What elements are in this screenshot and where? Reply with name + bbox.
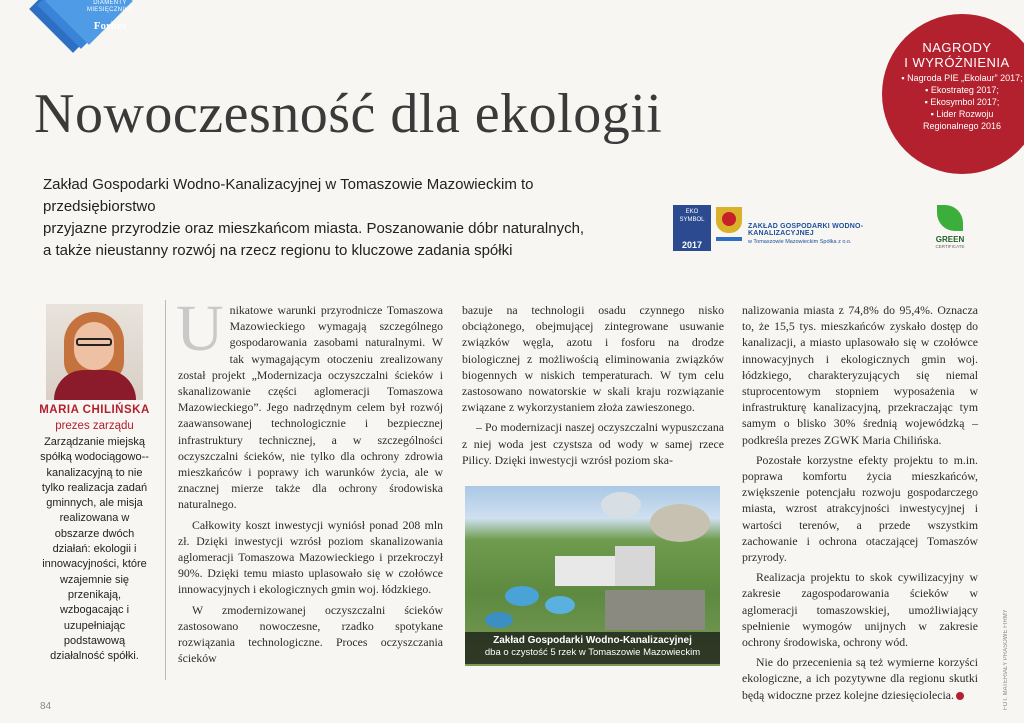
article-paragraph: Nie do przecenienia są też wymierne korzyści ekologiczne, a ich pozytywne dla regionu skutki będą widoczne przez kolejne dziesięciolecia. <box>742 655 978 702</box>
lead-line: przyjazne przyrodzie oraz mieszkańcom miasta. Poszanowanie dóbr naturalnych, <box>43 220 585 237</box>
zgwk-logo-name: ZAKŁAD GOSPODARKI WODNO-KANALIZACYJNEJ <box>748 223 864 237</box>
sidebar-bio: Zarządzanie miejską spółką wodociągowo--kanalizacyjną to nie tylko realizacja zadań gminnych, ale misja realizowana w obszarze dwóch działań: ekologii i innowacyjności, które wzajemnie się przenikają, wzbogacając i uzupełniając podstawową działalność spółki. <box>40 436 149 663</box>
award-item: ▪ Lider Rozwoju <box>930 109 994 119</box>
photo-credit: FOT. MATERIAŁY PRASOWE FIRMY <box>1003 609 1009 710</box>
article-lead <box>43 174 643 262</box>
photo-caption <box>465 632 720 664</box>
article-paragraph: Pozostałe korzystne efekty projektu to m.in. poprawa komfortu życia mieszkańców, zwiększenie potencjału rozwoju gospodarczego miasta, wzrost atrakcyjności inwestycyjnej i wartości terenów, a przede wszystkim zachowanie i ochrona otaczającej Tomaszów przyrody. <box>742 452 978 565</box>
article-column-3 <box>742 302 978 707</box>
awards-title-line1: NAGRODY <box>922 40 992 55</box>
badge-line2: MIESIĘCZNIKA <box>87 7 133 13</box>
article-paragraph: Całkowity koszt inwestycji wyniósł ponad 208 mln zł. Dzięki inwestycji wzrósł poziom skanalizowania aglomeracji Tomaszowa Mazowieckiego i przekroczył 90%. Dzięki temu miasto uplasowało się w czołówce innowacyjnych i ekologicznych gmin woj. łódzkiego. <box>178 517 443 597</box>
awards-circle <box>882 14 1024 174</box>
article-title: Nowoczesność dla ekologii <box>34 83 663 145</box>
green-certificate-logo <box>930 205 970 255</box>
sidebar-role: prezes zarządu <box>55 420 134 432</box>
end-mark-icon <box>956 692 964 700</box>
sidebar-name: MARIA CHILIŃSKA <box>39 404 150 416</box>
awards-title-line2: I WYRÓŻNIENIA <box>904 55 1010 70</box>
article-paragraph: Unikatowe warunki przyrodnicze Tomaszowa Mazowieckiego wymagają szczególnego gospodarowania zasobami naturalnymi. W tak wymagającym otoczeniu zrealizowany został projekt „Modernizacja oczyszczalni ścieków i skanalizowanie części aglomeracji Tomaszowa Mazowieckiego”. Jego nadrzędnym celem był rozwój zaawansowanej technologicznie i bezpiecznej infrastruktury technicznej, a w szczególności oczyszczalni ścieków, nie tylko dla ochrony zdrowia mieszkańców i poprawy ich warunków życia, ale w znacznej mierze także dla ochrony środowiska naturalnego. <box>176 292 443 512</box>
lead-line: a także nieustanny rozwój na rzecz regionu to kluczowe zadania spółki <box>43 242 513 259</box>
zgwk-logo-sub: w Tomaszowie Mazowieckim Spółka z o.o. <box>748 239 852 245</box>
article-paragraph: nalizowania miasta z 74,8% do 95,4%. Oznacza to, że 15,5 tys. mieszkańców zyskało dostęp do kanalizacji, a miasto uplasowało się w czołówce innowacyjnych i ekologicznych gmin woj. łódzkiego, charakteryzujących się niemal stuprocentowym stopniem wyposażenia w infrastrukturę kanalizacyjną, przekraczając tym samym o blisko 30% średnią wojewódzką – podkreśla prezes ZGWK Maria Chilińska. <box>742 303 978 447</box>
article-column-2 <box>462 302 724 472</box>
zgwk-logo <box>748 223 918 245</box>
certificate-label: CERTIFICATE <box>935 244 965 249</box>
article-column-1 <box>176 292 443 670</box>
ekosymbol-year: 2017 <box>681 240 703 250</box>
forbes-diamonds-badge <box>34 0 154 62</box>
award-item: ▪ Ekosymbol 2017; <box>924 97 1000 107</box>
leaf-icon <box>937 205 963 231</box>
awards-title <box>882 40 1024 70</box>
award-item: ▪ Ekostrateg 2017; <box>925 85 999 95</box>
award-item: ▪ Nagroda PIE „Ekolaur” 2017; <box>901 73 1023 83</box>
lead-line: Zakład Gospodarki Wodno-Kanalizacyjnej w Tomaszowie Mazowieckim to przedsiębiorstwo <box>43 176 534 215</box>
logos-strip <box>668 205 978 257</box>
badge-brand: Forbes <box>93 20 127 32</box>
article-paragraph: W zmodernizowanej oczyszczalni ścieków zastosowano nowoczesne, rzadko spotykane rozwiązania technologiczne. Proces oczyszczania ścieków <box>178 602 443 666</box>
photo-caption-sub: dba o czystość 5 rzek w Tomaszowie Mazowieckim <box>484 647 701 658</box>
article-paragraph: Realizacja projektu to skok cywilizacyjny w zakresie zagospodarowania ścieków w aglomeracji tomaszowskiej, umożliwiający spełnienie wymogów unijnych w zakresie ochrony środowiska, ochrony wód. <box>742 570 978 650</box>
ekosymbol-logo: EKO SYMBOL 2017 <box>673 205 711 251</box>
coat-of-arms-logo <box>716 205 742 245</box>
badge-line1: DIAMENTY <box>93 0 127 6</box>
drop-cap: U <box>176 292 224 365</box>
badge-text <box>80 0 140 14</box>
article-paragraph: bazuje na technologii osadu czynnego nisko obciążonego, obejmującej zintegrowane usuwanie związków węgla, azotu i fosforu na drodze biologicznej z możliwością eliminowania związków biogennych w niskich temperaturach. W tym celu zastosowano nowatorskie w skali kraju rozwiązanie związane z wykorzystaniem złoża zawieszonego. <box>462 303 724 415</box>
article-paragraph: – Po modernizacji naszej oczyszczalni wypuszczana z niej woda jest czystsza od wody w samej rzece Pilicy. Dzięki inwestycji wzrósł poziom ska- <box>462 420 724 467</box>
treatment-plant-photo <box>465 486 720 666</box>
green-label: GREEN <box>935 235 965 244</box>
portrait-photo <box>46 304 143 400</box>
photo-caption-title: Zakład Gospodarki Wodno-Kanalizacyjnej <box>493 635 692 646</box>
column-divider <box>165 300 166 680</box>
page-number: 84 <box>40 701 52 712</box>
awards-list <box>892 72 1024 132</box>
award-item: Regionalnego 2016 <box>922 121 1002 131</box>
